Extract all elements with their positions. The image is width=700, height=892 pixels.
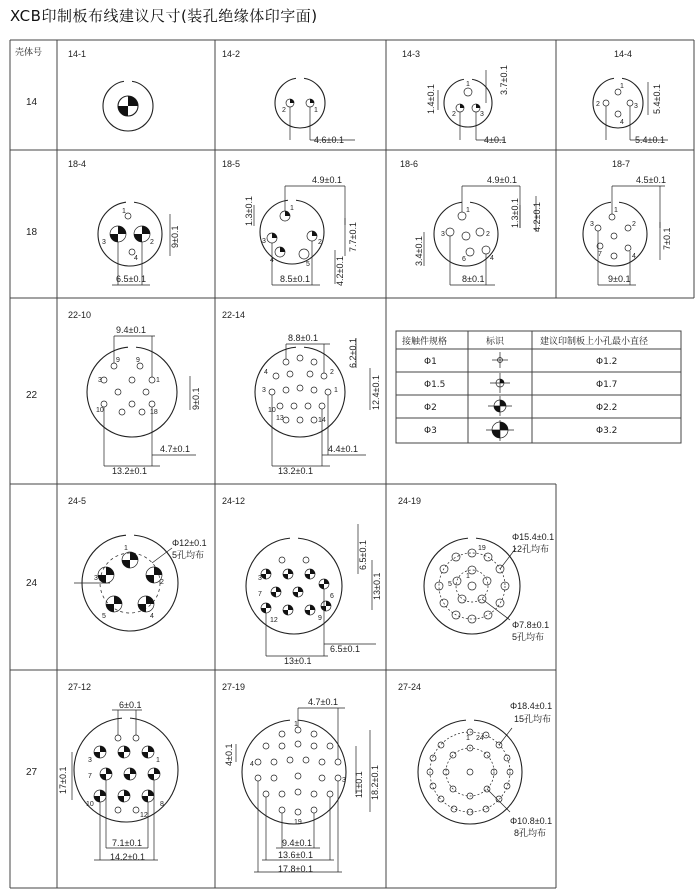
dim-24-19-c: Φ7.8±0.1	[512, 620, 550, 630]
svg-text:4: 4	[134, 255, 138, 262]
svg-text:2: 2	[318, 239, 322, 246]
row-size-27: 27	[26, 767, 38, 778]
svg-text:1: 1	[466, 81, 470, 88]
dim-22-10-c: 4.7±0.1	[160, 444, 190, 454]
svg-text:7: 7	[88, 773, 92, 780]
svg-text:3: 3	[94, 575, 98, 582]
code-18-4: 18-4	[68, 159, 87, 169]
dim-27-12-a: 6±0.1	[119, 700, 142, 710]
table-diameter-1: Φ1.2	[596, 357, 618, 367]
dim-22-10-d: 13.2±0.1	[112, 466, 147, 476]
code-14-3: 14-3	[402, 49, 421, 59]
svg-text:1: 1	[466, 735, 470, 742]
table-header-spec: 接触件规格	[402, 337, 448, 347]
table-spec-4: Φ3	[424, 426, 437, 436]
svg-text:1: 1	[466, 573, 470, 580]
dim-24-12-b: 13±0.1	[372, 572, 382, 600]
code-27-19: 27-19	[222, 682, 246, 692]
svg-text:2: 2	[486, 231, 490, 238]
drawing-18-6	[414, 175, 542, 285]
svg-text:10: 10	[268, 407, 276, 414]
code-18-5: 18-5	[222, 159, 241, 169]
dim-18-6-c: 4.2±0.1	[532, 202, 542, 232]
svg-text:3: 3	[480, 111, 484, 118]
dim-22-14-b: 6.2±0.1	[348, 338, 358, 368]
grid-lines	[10, 40, 694, 888]
svg-text:1: 1	[620, 83, 624, 90]
svg-text:12: 12	[140, 812, 148, 819]
drawing-14-1	[103, 79, 153, 131]
svg-text:2: 2	[596, 101, 600, 108]
drawing-22-14	[255, 333, 381, 476]
dim-27-19-b: 4±0.1	[224, 743, 234, 766]
dim-27-19-a: 4.7±0.1	[308, 697, 338, 707]
quarter-3-icon	[486, 420, 514, 441]
code-27-12: 27-12	[68, 682, 92, 692]
dim-14-4-b: 5.4±0.1	[635, 135, 665, 145]
dim-18-5-e: 8.5±0.1	[280, 274, 310, 284]
svg-text:6: 6	[330, 593, 334, 600]
svg-text:2: 2	[150, 239, 154, 246]
code-18-6: 18-6	[400, 159, 419, 169]
svg-text:1: 1	[466, 207, 470, 214]
dim-27-24-d: 8孔均布	[514, 828, 547, 838]
dim-24-19-a: Φ15.4±0.1	[512, 532, 555, 542]
svg-text:2: 2	[632, 221, 636, 228]
svg-text:2: 2	[282, 107, 286, 114]
row-size-24: 24	[26, 578, 38, 589]
code-24-12: 24-12	[222, 496, 246, 506]
svg-text:4: 4	[264, 369, 268, 376]
drawing-14-3	[426, 65, 509, 145]
dim-24-12-c: 6.5±0.1	[330, 644, 360, 654]
table-diameter-4: Φ3.2	[596, 426, 618, 436]
dim-22-10-a: 9.4±0.1	[116, 325, 146, 335]
dim-22-14-d: 4.4±0.1	[328, 444, 358, 454]
contact-table	[396, 331, 681, 443]
svg-text:4: 4	[620, 119, 624, 126]
table-header-symbol: 标识	[486, 337, 505, 347]
svg-text:4: 4	[250, 761, 254, 768]
dim-18-6-a: 4.9±0.1	[487, 175, 517, 185]
dim-27-19-g: 17.8±0.1	[278, 864, 313, 874]
svg-text:3: 3	[262, 238, 266, 245]
table-spec-2: Φ1.5	[424, 380, 446, 390]
dim-18-6-d: 3.4±0.1	[414, 236, 424, 266]
svg-text:4: 4	[632, 253, 636, 260]
drawing-14-2	[275, 76, 355, 145]
svg-text:3: 3	[634, 103, 638, 110]
drawing-18-4	[98, 200, 180, 285]
code-27-24: 27-24	[398, 682, 422, 692]
page-title: XCB印制板布线建议尺寸(装孔绝缘体印字面)	[10, 7, 318, 25]
dim-18-5-d: 4.2±0.1	[335, 256, 345, 286]
svg-text:10: 10	[86, 801, 94, 808]
code-14-2: 14-2	[222, 49, 241, 59]
svg-text:9: 9	[116, 357, 120, 364]
svg-text:18: 18	[150, 409, 158, 416]
quarter-2-icon	[488, 396, 512, 416]
svg-text:4: 4	[490, 255, 494, 262]
svg-text:7: 7	[258, 591, 262, 598]
dim-27-19-d: 18.2±0.1	[370, 765, 380, 800]
svg-text:3: 3	[102, 239, 106, 246]
svg-text:2: 2	[160, 579, 164, 586]
svg-text:5: 5	[448, 581, 452, 588]
dim-18-6-b: 1.3±0.1	[510, 198, 520, 228]
svg-text:2: 2	[452, 111, 456, 118]
dim-22-10-b: 9±0.1	[191, 387, 201, 410]
svg-text:1: 1	[156, 377, 160, 384]
dim-24-12-d: 13±0.1	[284, 656, 312, 666]
dim-14-2-a: 4.6±0.1	[314, 135, 344, 145]
svg-text:3: 3	[88, 757, 92, 764]
row-size-22: 22	[26, 390, 38, 401]
table-spec-1: Φ1	[424, 357, 437, 367]
dim-24-19-d: 5孔均布	[512, 632, 545, 642]
code-22-14: 22-14	[222, 310, 246, 320]
dim-14-3-a: 1.4±0.1	[426, 84, 436, 114]
dim-18-4-a: 9±0.1	[170, 225, 180, 248]
drawing-27-24	[418, 701, 552, 838]
drawing-18-5	[244, 175, 358, 286]
svg-text:13: 13	[276, 415, 284, 422]
svg-text:5: 5	[102, 613, 106, 620]
dim-14-3-c: 4±0.1	[484, 135, 507, 145]
dim-27-12-b: 17±0.1	[58, 766, 68, 794]
svg-text:1: 1	[156, 757, 160, 764]
drawing-24-19	[424, 532, 554, 642]
table-spec-3: Φ2	[424, 403, 437, 413]
svg-text:4: 4	[270, 257, 274, 264]
code-22-10: 22-10	[68, 310, 92, 320]
svg-text:1: 1	[314, 107, 318, 114]
dim-27-19-c: 11±0.1	[354, 771, 364, 798]
dim-14-3-b: 3.7±0.1	[499, 65, 509, 95]
dim-27-12-c: 7.1±0.1	[112, 838, 142, 848]
quarter-0-icon	[492, 352, 508, 368]
dim-22-14-e: 13.2±0.1	[278, 466, 313, 476]
code-24-19: 24-19	[398, 496, 422, 506]
dim-18-5-c: 7.7±0.1	[348, 222, 358, 252]
svg-text:3: 3	[262, 387, 266, 394]
dim-27-19-e: 9.4±0.1	[282, 838, 312, 848]
row-size-18: 18	[26, 227, 38, 238]
svg-text:19: 19	[478, 545, 486, 552]
dim-27-24-b: 15孔均布	[514, 714, 552, 724]
svg-text:4: 4	[150, 613, 154, 620]
quarter-1-icon	[490, 373, 510, 393]
row-size-14: 14	[26, 97, 38, 108]
code-14-1: 14-1	[68, 49, 87, 59]
svg-text:6: 6	[462, 256, 466, 263]
drawing-22-10	[87, 325, 201, 476]
svg-text:3: 3	[258, 575, 262, 582]
dim-24-19-b: 12孔均布	[512, 544, 550, 554]
dim-27-12-d: 14.2±0.1	[110, 852, 145, 862]
dim-18-7-b: 7±0.1	[662, 227, 672, 250]
svg-text:1: 1	[122, 208, 126, 215]
svg-text:5: 5	[306, 261, 310, 268]
svg-text:1: 1	[290, 205, 294, 212]
dim-24-5-b: 5孔均布	[172, 550, 205, 560]
dim-22-14-c: 12.4±0.1	[371, 375, 381, 410]
table-header-diameter: 建议印制板上小孔最小直径	[540, 337, 649, 347]
code-14-4: 14-4	[614, 49, 633, 59]
svg-text:1: 1	[124, 545, 128, 552]
svg-text:1: 1	[614, 207, 618, 214]
drawing-27-19	[224, 697, 380, 874]
dim-18-7-a: 4.5±0.1	[636, 175, 666, 185]
dim-27-24-a: Φ18.4±0.1	[510, 701, 553, 711]
drawing-24-5	[74, 532, 207, 631]
dim-14-4-a: 5.4±0.1	[652, 84, 662, 114]
dim-27-19-f: 13.6±0.1	[278, 850, 313, 860]
svg-text:10: 10	[96, 407, 104, 414]
dim-18-5-a: 4.9±0.1	[312, 175, 342, 185]
svg-text:2: 2	[330, 369, 334, 376]
svg-text:8: 8	[160, 801, 164, 808]
shell-header: 壳体号	[15, 47, 43, 57]
drawing-18-7	[583, 175, 672, 285]
table-diameter-2: Φ1.7	[596, 380, 618, 390]
dim-24-5-a: Φ12±0.1	[172, 538, 207, 548]
dim-18-4-b: 6.5±0.1	[116, 274, 146, 284]
svg-text:24: 24	[476, 735, 484, 742]
code-18-7: 18-7	[612, 159, 631, 169]
svg-text:1: 1	[294, 721, 298, 728]
dim-18-7-c: 9±0.1	[608, 274, 631, 284]
svg-text:14: 14	[318, 417, 326, 424]
svg-text:9: 9	[318, 615, 322, 622]
table-diameter-3: Φ2.2	[596, 403, 618, 413]
svg-text:1: 1	[334, 387, 338, 394]
svg-text:19: 19	[294, 819, 302, 826]
dim-24-12-a: 6.5±0.1	[358, 540, 368, 570]
dim-22-14-a: 8.8±0.1	[288, 333, 318, 343]
svg-text:3: 3	[342, 777, 346, 784]
svg-text:3: 3	[98, 377, 102, 384]
dim-18-6-e: 8±0.1	[462, 274, 485, 284]
drawing-24-12	[246, 524, 382, 666]
dim-18-5-b: 1.3±0.1	[244, 196, 254, 226]
dim-27-24-c: Φ10.8±0.1	[510, 816, 553, 826]
code-24-5: 24-5	[68, 496, 87, 506]
svg-text:3: 3	[441, 231, 445, 238]
svg-text:7: 7	[598, 251, 602, 258]
svg-text:12: 12	[270, 617, 278, 624]
drawing-14-4	[593, 76, 668, 145]
svg-text:9: 9	[136, 357, 140, 364]
svg-text:3: 3	[590, 221, 594, 228]
drawing-27-12	[58, 700, 178, 862]
